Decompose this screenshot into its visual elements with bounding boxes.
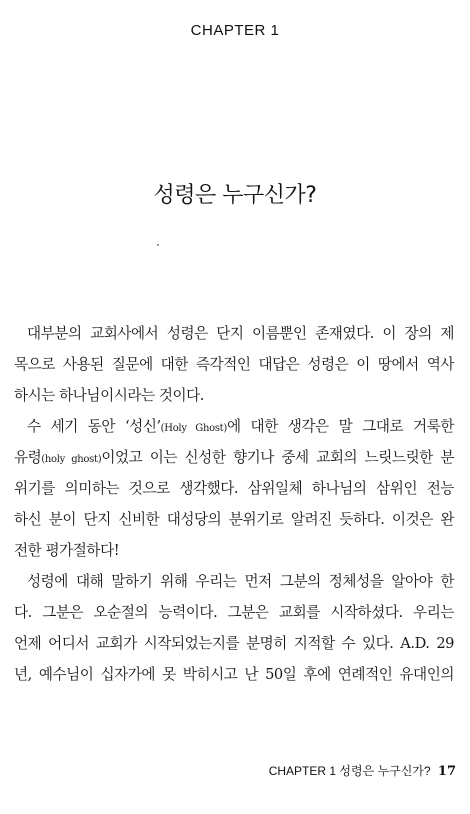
body-line: 다. 그분은 오순절의 능력이다. 그분은 교회를 시작하셨다. 우리는 bbox=[14, 604, 454, 621]
body-line bbox=[14, 442, 454, 473]
page-number: 17 bbox=[437, 764, 456, 779]
body-text bbox=[14, 318, 454, 690]
body-line: 하신 분이 단지 신비한 대성당의 분위기로 알려진 듯하다. 이것은 완 bbox=[14, 511, 454, 528]
running-title: CHAPTER 1 성령은 누구신가? bbox=[268, 764, 431, 778]
english-gloss: (holy ghost) bbox=[41, 454, 102, 465]
body-line bbox=[14, 411, 454, 442]
body-line: 대부분의 교회사에서 성령은 단지 이름뿐인 존재였다. 이 장의 제 bbox=[27, 325, 454, 342]
body-line: 전한 평가절하다! bbox=[14, 542, 120, 559]
body-line: 성령에 대해 말하기 위해 우리는 먼저 그분의 정체성을 알아야 한 bbox=[27, 573, 454, 590]
body-line: 목으로 사용된 질문에 대한 즉각적인 대답은 성령은 이 땅에서 역사 bbox=[14, 356, 454, 373]
print-speck bbox=[157, 244, 159, 246]
body-line: 위기를 의미하는 것으로 생각했다. 삼위일체 하나님의 삼위인 전능 bbox=[14, 480, 454, 497]
body-line: 언제 어디서 교회가 시작되었는지를 분명히 지적할 수 있다. A.D. 29 bbox=[14, 635, 454, 652]
chapter-title: 성령은 누구신가? bbox=[153, 183, 317, 208]
body-line: 년, 예수님이 십자가에 못 박히시고 난 50일 후에 연례적인 유대인의 bbox=[14, 666, 454, 683]
body-line: 하시는 하나님이시라는 것이다. bbox=[14, 387, 204, 404]
line-segment: 에 대한 생각은 말 그대로 거룩한 bbox=[226, 418, 454, 435]
chapter-header: CHAPTER 1 bbox=[190, 22, 280, 39]
line-segment: 수 세기 동안 ‘성신’ bbox=[27, 418, 161, 435]
english-gloss: (Holy Ghost) bbox=[160, 423, 227, 434]
page-footer bbox=[269, 762, 456, 779]
line-segment: 유령 bbox=[14, 449, 42, 466]
line-segment: 이었고 이는 신성한 향기나 중세 교회의 느릿느릿한 분 bbox=[101, 449, 455, 466]
